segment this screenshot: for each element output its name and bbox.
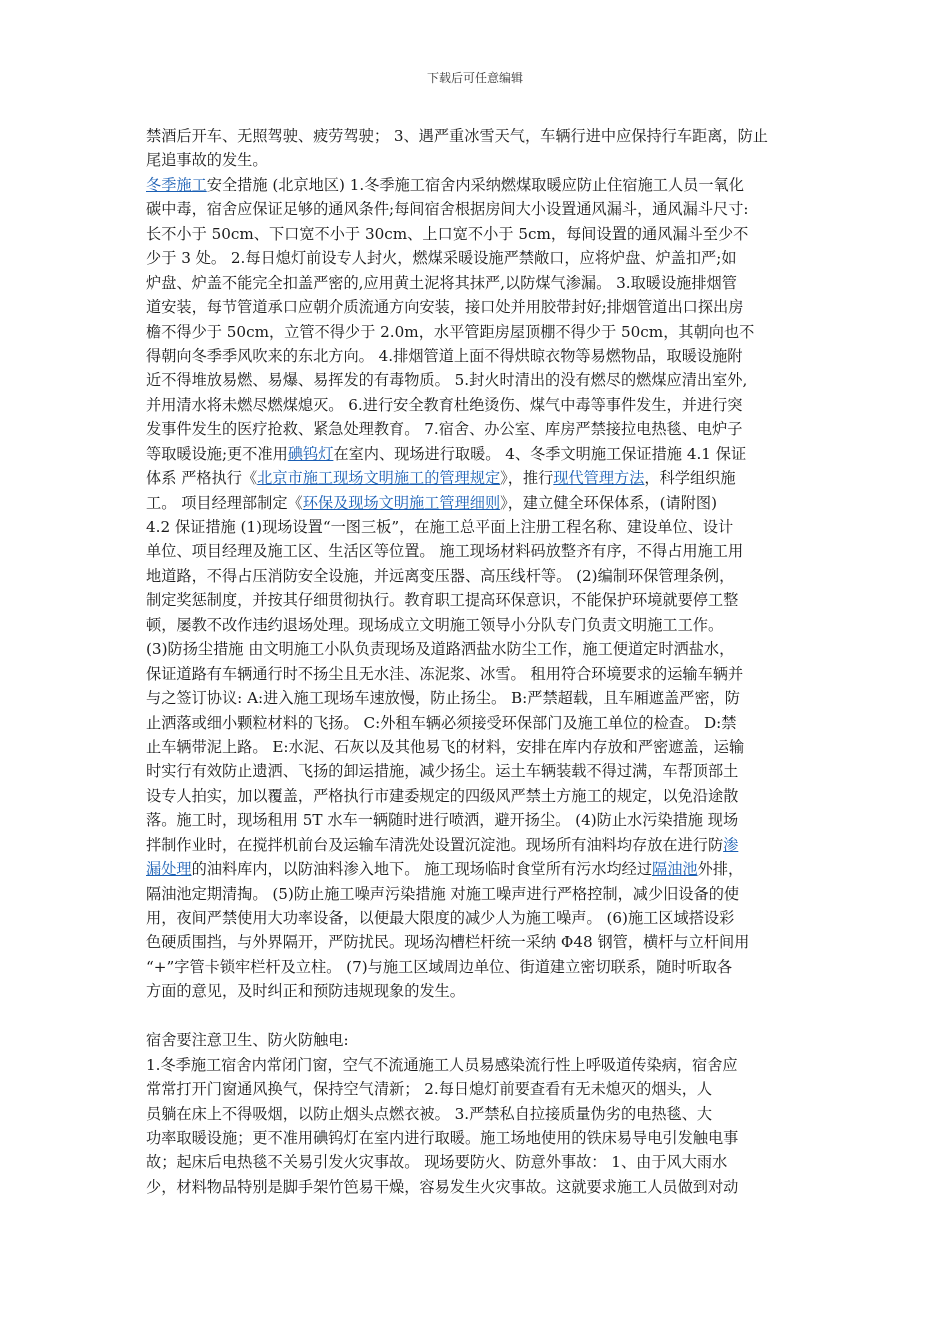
text-run: 得朝向冬季季风吹来的东北方向。 4.排烟管道上面不得烘晾衣物等易燃物品，取暖设施附 <box>146 346 743 365</box>
text-run: 少于 3 处。 2.每日熄灯前设专人封火，燃煤采暖设施严禁敞口，应将炉盘、炉盖扣严;如 <box>146 249 737 268</box>
hyperlink[interactable]: 环保及现场文明施工管理细则 <box>302 493 501 512</box>
text-run: 与之签订协议: A:进入施工现场车速放慢，防止扬尘。 B:严禁超载，且车厢遮盖严密，防 <box>146 689 740 708</box>
text-line <box>146 173 818 197</box>
text-run: 等取暖设施;更不准用 <box>146 444 288 463</box>
text-line <box>146 1028 818 1052</box>
document-body <box>146 124 818 1199</box>
text-line <box>146 979 818 1003</box>
text-run: 保证道路有车辆通行时不扬尘且无水洼、冻泥浆、冰雪。 租用符合环境要求的运输车辆并 <box>146 664 744 683</box>
text-line <box>146 393 818 417</box>
text-line <box>146 759 818 783</box>
text-line <box>146 1126 818 1150</box>
hyperlink[interactable]: 渗 <box>723 835 739 854</box>
page-header: 下载后可任意编辑 <box>426 71 523 85</box>
text-line <box>146 295 818 319</box>
text-run: 隔油池定期清掏。 (5)防止施工噪声污染措施 对施工噪声进行严格控制，减少旧设备的使 <box>146 884 740 903</box>
text-line <box>146 833 818 857</box>
text-run: 单位、项目经理及施工区、生活区等位置。 施工现场材料码放整齐有序，不得占用施工用 <box>146 542 744 561</box>
text-line <box>146 711 818 735</box>
text-run: 拌制作业时，在搅拌机前台及运输车清洗处设置沉淀池。现场所有油料均存放在进行防 <box>146 835 724 854</box>
hyperlink[interactable]: 隔油池 <box>652 860 698 879</box>
text-run: 碳中毒，宿舍应保证足够的通风条件;每间宿舍根据房间大小设置通风漏斗，通风漏斗尺寸: <box>146 200 749 219</box>
hyperlink[interactable]: 冬季施工 <box>146 175 207 194</box>
text-run: 用，夜间严禁使用大功率设备，以便最大限度的减少人为施工噪声。 (6)施工区域搭设彩 <box>146 909 735 927</box>
text-run: 时实行有效防止遗洒、飞扬的卸运措施，减少扬尘。运土车辆装载不得过满，车帮顶部土 <box>146 762 739 781</box>
text-line <box>146 930 818 954</box>
text-run: 尾追事故的发生。 <box>146 151 268 170</box>
text-line <box>146 466 818 490</box>
text-run: 故；起床后电热毯不关易引发火灾事故。 现场要防火、防意外事故： 1、由于风大雨水 <box>146 1153 728 1172</box>
text-line <box>146 906 818 930</box>
text-line <box>146 686 818 710</box>
text-line <box>146 1150 818 1174</box>
text-line <box>146 197 818 221</box>
blank-line <box>146 1004 818 1028</box>
text-line <box>146 124 818 148</box>
text-line <box>146 344 818 368</box>
text-run: 工。 项目经理部制定《 <box>146 493 303 512</box>
text-line <box>146 784 818 808</box>
text-run: 道安装，每节管道承口应朝介质流通方向安装，接口处并用胶带封好;排烟管道出口探出房 <box>146 298 744 317</box>
hyperlink[interactable]: 碘钨灯 <box>287 444 334 463</box>
text-line <box>146 320 818 344</box>
text-line <box>146 1175 818 1199</box>
text-run: 方面的意见，及时纠正和预防违规现象的发生。 <box>146 982 465 1001</box>
text-run: 安全措施 (北京地区) 1.冬季施工宿舍内采纳燃煤取暖应防止住宿施工人员一氧化 <box>206 175 744 194</box>
text-line <box>146 588 818 612</box>
text-line <box>146 955 818 979</box>
text-run: 外排， <box>697 860 744 879</box>
text-line <box>146 271 818 295</box>
text-run: 止车辆带泥上路。 E:水泥、石灰以及其他易飞的材料，安排在库内存放和严密遮盖，运输 <box>146 737 745 756</box>
text-run: 在室内、现场进行取暖。 4、冬季文明施工保证措施 4.1 保证 <box>333 444 747 463</box>
text-line <box>146 613 818 637</box>
text-run: 常常打开门窗通风换气，保持空气清新； 2.每日熄灯前要查看有无未熄灭的烟头，人 <box>146 1080 713 1099</box>
text-run: “+”字管卡锁牢栏杆及立柱。 (7)与施工区域周边单位、街道建立密切联系，随时听取各 <box>146 957 733 976</box>
text-line <box>146 222 818 246</box>
text-run: 禁酒后开车、无照驾驶、疲劳驾驶； 3、遇严重冰雪天气，车辆行进中应保持行车距离，防止 <box>146 127 768 145</box>
text-run: 地道路，不得占压消防安全设施，并远离变压器、高压线杆等。 (2)编制环保管理条例， <box>146 566 735 585</box>
text-run: 色硬质围挡，与外界隔开，严防扰民。现场沟槽栏杆统一采纳 Φ48 钢管，横杆与立杆间用 <box>146 933 750 952</box>
text-run: ，科学组织施 <box>644 469 736 488</box>
text-run: 宿舍要注意卫生、防火防触电: <box>146 1031 349 1050</box>
text-line <box>146 857 818 881</box>
text-line <box>146 564 818 588</box>
text-run: 体系 严格执行《 <box>146 469 258 488</box>
text-run: 近不得堆放易燃、易爆、易挥发的有毒物质。 5.封火时清出的没有燃尽的燃煤应清出室外, <box>146 371 748 390</box>
text-run: 少，材料物品特别是脚手架竹笆易干燥，容易发生火灾事故。这就要求施工人员做到对动 <box>146 1177 739 1196</box>
text-line <box>146 735 818 759</box>
text-line <box>146 808 818 832</box>
text-run: 发事件发生的医疗抢救、紧急处理教育。 7.宿舍、办公室、库房严禁接拉电热毯、电炉子 <box>146 420 743 439</box>
text-run: 顿，屡教不改作违约退场处理。现场成立文明施工领导小分队专门负责文明施工工作。 <box>146 615 724 634</box>
text-run: 的油料库内，以防油料渗入地下。 施工现场临时食堂所有污水均经过 <box>191 860 653 879</box>
text-line <box>146 148 818 172</box>
text-run: 1.冬季施工宿舍内常闭门窗，空气不流通施工人员易感染流行性上呼吸道传染病，宿舍应 <box>146 1055 738 1074</box>
text-run: 功率取暖设施；更不准用碘钨灯在室内进行取暖。施工场地使用的铁床易导电引发触电事 <box>146 1128 739 1147</box>
text-run: 檐不得少于 50cm，立管不得少于 2.0m，水平管距房屋顶棚不得少于 50cm，其朝向也不 <box>146 322 755 341</box>
text-line <box>146 417 818 441</box>
text-line <box>146 246 818 270</box>
text-run: 4.2 保证措施 (1)现场设置“一图三板”，在施工总平面上注册工程名称、建设单位、设计 <box>146 518 734 536</box>
text-run: 制定奖惩制度，并按其仔细贯彻执行。教育职工提高环保意识，不能保护环境就要停工整 <box>146 591 739 610</box>
text-line <box>146 442 818 466</box>
text-run: 》，建立健全环保体系，(请附图) <box>500 493 718 512</box>
text-run: (3)防扬尘措施 由文明施工小队负责现场及道路洒盐水防尘工作，施工便道定时洒盐水， <box>146 640 735 659</box>
text-line <box>146 491 818 515</box>
text-run: 落。施工时，现场租用 5T 水车一辆随时进行喷洒，避开扬尘。 (4)防止水污染措施 现场 <box>146 811 739 830</box>
text-run: 》，推行 <box>500 469 554 488</box>
text-line <box>146 637 818 661</box>
text-run: 并用清水将未燃尽燃煤熄灭。 6.进行安全教育杜绝烫伤、煤气中毒等事件发生，并进行突 <box>146 395 743 414</box>
hyperlink[interactable]: 现代管理方法 <box>553 469 645 488</box>
text-line <box>146 539 818 563</box>
text-line <box>146 1102 818 1126</box>
text-line <box>146 1053 818 1077</box>
hyperlink[interactable]: 漏处理 <box>146 860 192 879</box>
text-run: 员躺在床上不得吸烟，以防止烟头点燃衣被。 3.严禁私自拉接质量伪劣的电热毯、大 <box>146 1104 713 1123</box>
text-line <box>146 662 818 686</box>
text-line <box>146 1077 818 1101</box>
text-line <box>146 882 818 906</box>
text-run: 长不小于 50cm、下口宽不小于 30cm、上口宽不小于 5cm，每间设置的通风漏斗至少不 <box>146 224 749 243</box>
text-run: 止洒落或细小颗粒材料的飞扬。 C:外租车辆必须接受环保部门及施工单位的检查。 D:禁 <box>146 713 737 732</box>
hyperlink[interactable]: 北京市施工现场文明施工的管理规定 <box>257 469 501 488</box>
text-run: 炉盘、炉盖不能完全扣盖严密的,应用黄土泥将其抹严,以防煤气渗漏。 3.取暖设施排烟管 <box>146 273 737 292</box>
text-run: 设专人拍实，加以覆盖，严格执行市建委规定的四级风严禁土方施工的规定，以免沿途散 <box>146 786 739 805</box>
text-line <box>146 515 818 539</box>
text-line <box>146 368 818 392</box>
